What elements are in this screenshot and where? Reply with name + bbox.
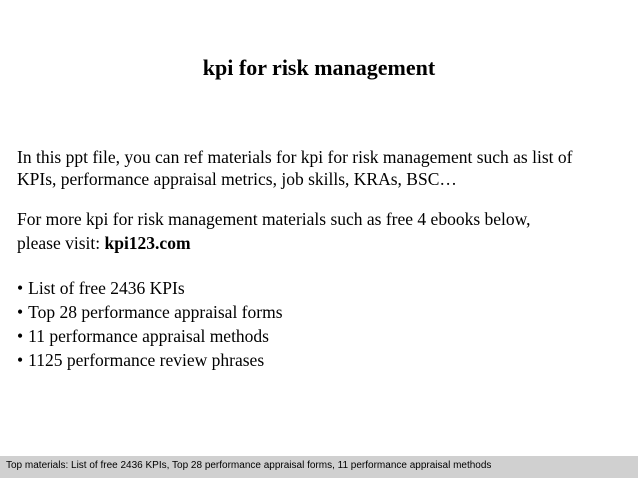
intro-paragraph: [17, 146, 627, 190]
list-item-text: 11 performance appraisal methods: [28, 326, 269, 346]
more-line: For more kpi for risk management materials such as free 4 ebooks below,: [17, 209, 531, 229]
visit-prefix: please visit:: [17, 233, 105, 253]
list-item: [17, 276, 283, 300]
list-item: [17, 324, 283, 348]
kpi123-link[interactable]: kpi123.com: [104, 233, 191, 253]
list-item: [17, 300, 283, 324]
more-line-visit: [17, 231, 627, 255]
intro-line: In this ppt file, you can ref materials for kpi for risk management such as list of: [17, 147, 573, 167]
more-paragraph: [17, 207, 627, 255]
intro-line: KPIs, performance appraisal metrics, job skills, KRAs, BSC…: [17, 169, 457, 189]
list-item-text: List of free 2436 KPIs: [28, 278, 185, 298]
bullet-icon: •: [17, 278, 24, 298]
bullet-icon: •: [17, 302, 24, 322]
bullet-icon: •: [17, 350, 24, 370]
bullet-list: [17, 276, 283, 372]
list-item: [17, 348, 283, 372]
bullet-icon: •: [17, 326, 24, 346]
list-item-text: Top 28 performance appraisal forms: [28, 302, 283, 322]
list-item-text: 1125 performance review phrases: [28, 350, 265, 370]
slide-title: kpi for risk management: [202, 55, 436, 80]
footer-bar: Top materials: List of free 2436 KPIs, Top 28 performance appraisal forms, 11 performance appraisal methods: [0, 456, 638, 478]
